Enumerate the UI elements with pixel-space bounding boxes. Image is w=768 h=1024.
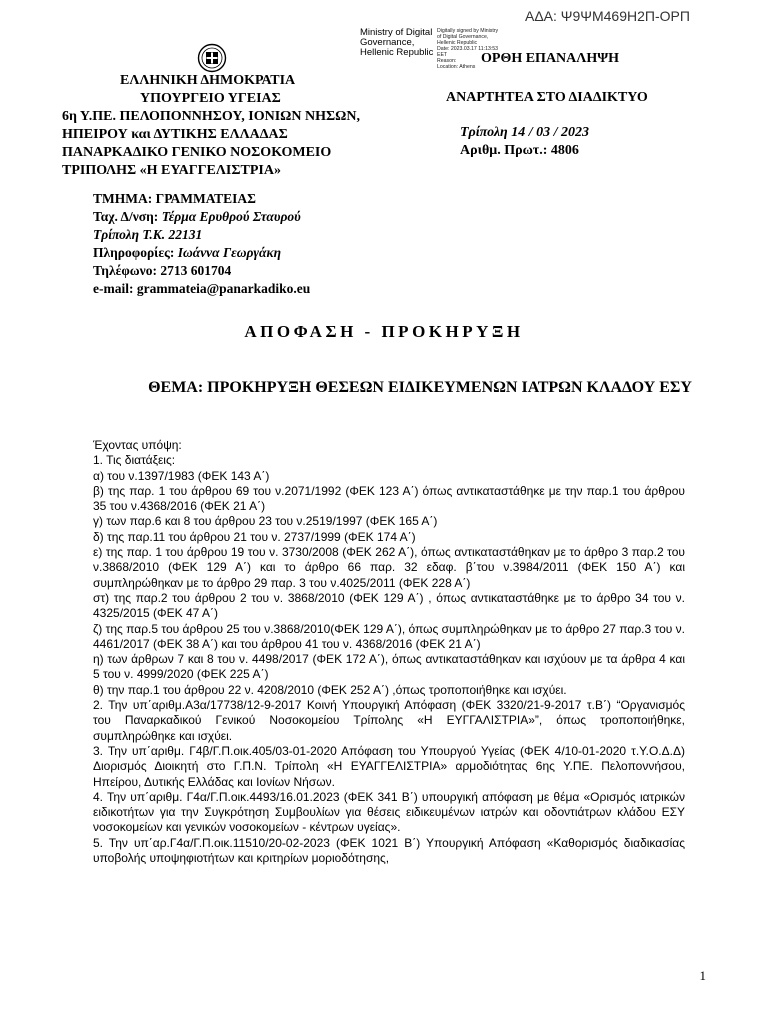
correct-repetition-label: ΟΡΘΗ ΕΠΑΝΑΛΗΨΗ [481,51,620,66]
posting-note: ΑΝΑΡΤΗΤΕΑ ΣΤΟ ΔΙΑΔΙΚΤΥΟ [446,90,648,105]
place-date-protocol [460,124,589,160]
header-line: ΥΠΟΥΡΓΕΙΟ ΥΓΕΙΑΣ [140,91,281,106]
body-paragraph: η) των άρθρων 7 και 8 του ν. 4498/2017 (ΦΕΚ 172 Α΄), όπως αντικαταστάθηκαν και ισχύουν με τα άρθρα 4 και 5 του ν. 4999/2020 (ΦΕΚ 225 Α΄) [93,652,685,682]
ada-code: ΑΔΑ: Ψ9ΨΜ469Η2Π-ΟΡΠ [524,8,690,24]
body-paragraph: ζ) της παρ.5 του άρθρου 25 του ν.3868/2010(ΦΕΚ 129 Α΄), όπως συμπληρώθηκαν με το άρθρο 27 παρ.3 του ν. 4461/2017 (ΦΕΚ 38 Α΄) και του άρθρου 41 του ν. 4368/2016 (ΦΕΚ 21 Α΄) [93,621,685,651]
place-date: Τρίπολη 14 / 03 / 2023 [460,125,590,140]
header-line: ΗΠΕΙΡΟΥ και ΔΥΤΙΚΗΣ ΕΛΛΑΔΑΣ [62,127,288,142]
body-paragraph: 5. Την υπ΄αρ.Γ4α/Γ.Π.οικ.11510/20-02-2023 (ΦΕΚ 1021 Β΄) Υπουργική Απόφαση «Καθορισμός διαδικασίας υποβολής υποψηφιοτήτων και κριτηρίων μοριοδότησης, [93,835,685,866]
header-line: ΕΛΛΗΝΙΚΗ ΔΗΜΟΚΡΑΤΙΑ [120,73,296,88]
body-paragraph: 4. Την υπ΄αριθμ. Γ4α/Γ.Π.οικ.4493/16.01.2023 (ΦΕΚ 341 Β΄) υπουργική απόφαση με θέμα «Ορισμός ιατρικών ειδικοτήτων για την Συγκρότηση Συμβουλίων για θέσεις ειδικευμένων ιατρών και οδοντιάτρων κλάδου ΕΣΥ νοσοκομείων και γενικών νοσοκομείων - κέντρων υγείας». [93,789,685,835]
body-paragraph: γ) των παρ.6 και 8 του άρθρου 23 του ν.2519/1997 (ΦΕΚ 165 Α΄) [93,514,438,529]
body-paragraph: α) του ν.1397/1983 (ΦΕΚ 143 Α΄) [93,468,270,483]
header-line: ΤΡΙΠΟΛΗΣ «Η ΕΥΑΓΓΕΛΙΣΤΡΙΑ» [62,163,281,178]
body-paragraph: στ) της παρ.2 του άρθρου 2 του ν. 3868/2010 (ΦΕΚ 129 Α΄) , όπως αντικαταστάθηκε με το άρθρο 34 του ν. 4325/2015 (ΦΕΚ 47 Α΄) [93,590,685,621]
department-name: ΤΜΗΜΑ: ΓΡΑΜΜΑΤΕΙΑΣ [93,191,256,206]
body-paragraph: β) της παρ. 1 του άρθρου 69 του ν.2071/1992 (ΦΕΚ 123 Α΄) όπως αντικαταστάθηκε με την παρ.1 του άρθρου 35 του ν.4368/2016 (ΦΕΚ 21 Α΄) [93,483,685,514]
body-paragraph: δ) της παρ.11 του άρθρου 21 του ν. 2737/1999 (ΦΕΚ 174 Α΄) [93,529,416,544]
page-number: 1 [699,968,706,983]
department-block: ΤΜΗΜΑ: ΓΡΑΜΜΑΤΕΙΑΣ Ταχ. Δ/νση: Τέρμα Ερυθρού Σταυρού Τρίπολη Τ.Κ. 22131 Πληροφορίες: Ιωάννα Γεωργάκη Τηλέφωνο: 2713 601704 e-mail: grammateia@panarkadiko.eu [93,191,311,296]
header-line: ΠΑΝΑΡΚΑΔΙΚΟ ΓΕΝΙΚΟ ΝΟΣΟΚΟΜΕΙΟ [62,145,332,160]
greek-emblem-icon [197,43,227,73]
body-paragraph: ε) της παρ. 1 του άρθρου 19 του ν. 3730/2008 (ΦΕΚ 262 Α΄), όπως αντικαταστάθηκαν με το άρθρο 3 παρ.2 του ν.3868/2010 (ΦΕΚ 129 Α΄) και το άρθρο 66 παρ. 32 εδαφ. β΄του ν.3984/2011 (ΦΕΚ 150 Α΄) και συμπληρώθηκαν με το άρθρο 29 παρ. 3 του ν.4025/2011 (ΦΕΚ 228 Α΄) [93,545,685,590]
digital-signature-block: Digitally signed by Ministry of Digital Governance, Hellenic Republic Date: 2023.03.17 11:13:53 EET Reason: Location: Athens [437,28,499,70]
body-paragraph: Έχοντας υπόψη: [93,438,182,452]
header-line: 6η Υ.ΠΕ. ΠΕΛΟΠΟΝΝΗΣΟΥ, ΙΟΝΙΩΝ ΝΗΣΩΝ, [62,109,360,124]
document-subject: ΘΕΜΑ: ΠΡΟΚΗΡΥΞΗ ΘΕΣΕΩΝ ΕΙΔΙΚΕΥΜΕΝΩΝ ΙΑΤΡΩΝ ΚΛΑΔΟΥ ΕΣΥ [148,379,692,396]
issuer-header [62,72,422,180]
body-paragraph: θ) την παρ.1 του άρθρου 22 ν. 4208/2010 (ΦΕΚ 252 Α΄) ,όπως τροποποιήθηκε και ισχύει. [93,682,567,697]
ministry-signature-label: Ministry of Digital Governance, Hellenic Republic [360,27,434,58]
body-paragraph: 3. Την υπ΄αριθμ. Γ4β/Γ.Π.οικ.405/03-01-2020 Απόφαση του Υπουργού Υγείας (ΦΕΚ 4/10-01-2020 τ.Υ.Ο.Δ.Δ) Διορισμός Διοικητή στο Γ.Π.Ν. Τρίπολη «Η ΕΥΑΓΓΕΛΙΣΤΡΙΑ» αρμοδιότητας 6ης Υ.ΠΕ. Πελοποννήσου, Ηπείρου, Δυτικής Ελλάδας και Ιονίων Νήσων. [93,743,685,789]
document-body [93,438,685,866]
email-link: e-mail: grammateia@panarkadiko.eu [93,281,311,296]
document-title: ΑΠΟΦΑΣΗ - ΠΡΟΚΗΡΥΞΗ [244,322,524,341]
body-paragraph: 1. Τις διατάξεις: [93,453,176,468]
protocol-number: Αριθμ. Πρωτ.: 4806 [460,143,579,158]
body-paragraph: 2. Την υπ΄αριθμ.Α3α/17738/12-9-2017 Κοινή Υπουργική Απόφαση (ΦΕΚ 3320/21-9-2017 τ.Β΄) “Οργανισμός του Παναρκαδικού Γενικού Νοσοκομείου Τρίπολης «Η ΕΥΓΓΑΛΙΣΤΡΙΑ»”, όπως τροποποιήθηκε, συμπληρώθηκε και ισχύει. [93,698,685,743]
